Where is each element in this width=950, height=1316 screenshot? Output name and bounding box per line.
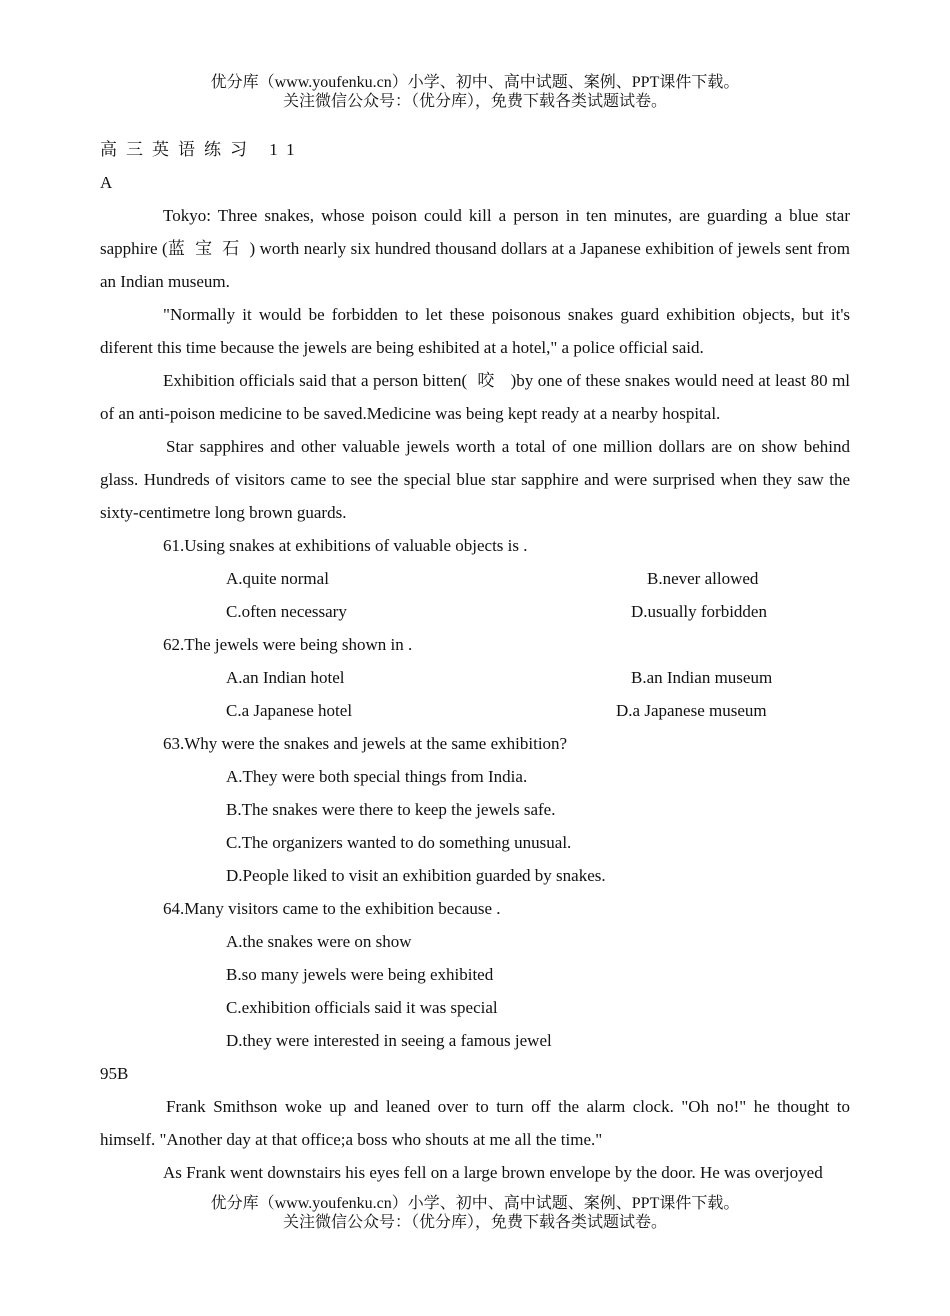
option-62-b: B.an Indian museum xyxy=(631,668,773,687)
option-63-d: D.People liked to visit an exhibition guarded by snakes. xyxy=(226,866,606,885)
header-line-2: 关注微信公众号：（优分库），免费下载各类试题试卷。 xyxy=(282,93,667,110)
passage-a-paragraph-4: Star sapphires and other valuable jewels worth a total of one million dollars are on show behind glass. Hundreds of visitors came to see the special blue star sapphire and were surprised when they saw the sixty-centimetre long brown guards. xyxy=(100,437,850,522)
passage-a-paragraph-1: Tokyo: Three snakes, whose poison could kill a person in ten minutes, are guarding a blue star sapphire (蓝宝石) worth nearly six hundred thousand dollars at a Japanese exhibition of jewels sent from an Indian museum. xyxy=(100,206,850,291)
option-64-d: D.they were interested in seeing a famous jewel xyxy=(226,1031,552,1050)
option-61-a: A.quite normal xyxy=(226,569,329,588)
option-63-a: A.They were both special things from India. xyxy=(226,767,528,786)
page-title: 高三英语练习 11 xyxy=(100,140,304,159)
passage-b-paragraph-1: Frank Smithson woke up and leaned over to turn off the alarm clock. "Oh no!" he thought to himself. "Another day at that office;a boss who shouts at me all the time." xyxy=(100,1097,850,1149)
option-61-d: D.usually forbidden xyxy=(631,602,767,621)
section-a-label: A xyxy=(100,173,113,192)
passage-a-paragraph-3: Exhibition officials said that a person bitten( 咬 )by one of these snakes would need at least 80 ml of an anti-poison medicine to be saved.Medicine was being kept ready at a nearby hospital. xyxy=(100,371,851,423)
passage-a-paragraph-2: "Normally it would be forbidden to let these poisonous snakes guard exhibition objects, but it's diferent this time because the jewels are being eshibited at a hotel," a police official said. xyxy=(100,305,850,357)
option-63-c: C.The organizers wanted to do something unusual. xyxy=(226,833,572,852)
document-body xyxy=(100,133,850,1189)
header-line-1: 优分库（www.youfenku.cn）小学、初中、高中试题、案例、PPT课件下载。 xyxy=(210,74,740,91)
question-63: 63.Why were the snakes and jewels at the same exhibition? xyxy=(163,734,568,753)
passage-b-paragraph-2: As Frank went downstairs his eyes fell on a large brown envelope by the door. He was overjoyed xyxy=(163,1163,823,1182)
option-64-a: A.the snakes were on show xyxy=(226,932,412,951)
question-64: 64.Many visitors came to the exhibition because . xyxy=(163,899,501,918)
option-62-a: A.an Indian hotel xyxy=(226,668,345,687)
option-61-c: C.often necessary xyxy=(226,602,347,621)
option-63-b: B.The snakes were there to keep the jewels safe. xyxy=(226,800,556,819)
option-64-b: B.so many jewels were being exhibited xyxy=(226,965,494,984)
page-header xyxy=(0,73,950,111)
question-61-options-row-1 xyxy=(100,562,850,595)
question-62-options-row-2 xyxy=(100,694,850,727)
option-61-b: B.never allowed xyxy=(647,569,759,588)
footer-line-1: 优分库（www.youfenku.cn）小学、初中、高中试题、案例、PPT课件下载。 xyxy=(210,1195,740,1212)
question-62: 62.The jewels were being shown in . xyxy=(163,635,413,654)
question-61-options-row-2 xyxy=(100,595,850,628)
question-61: 61.Using snakes at exhibitions of valuable objects is . xyxy=(163,536,528,555)
option-64-c: C.exhibition officials said it was special xyxy=(226,998,498,1017)
question-62-options-row-1 xyxy=(100,661,850,694)
option-62-c: C.a Japanese hotel xyxy=(226,701,353,720)
option-62-d: D.a Japanese museum xyxy=(616,701,767,720)
footer-line-2: 关注微信公众号：（优分库），免费下载各类试题试卷。 xyxy=(282,1214,667,1231)
page-footer xyxy=(0,1194,950,1232)
section-b-label: 95B xyxy=(100,1064,129,1083)
